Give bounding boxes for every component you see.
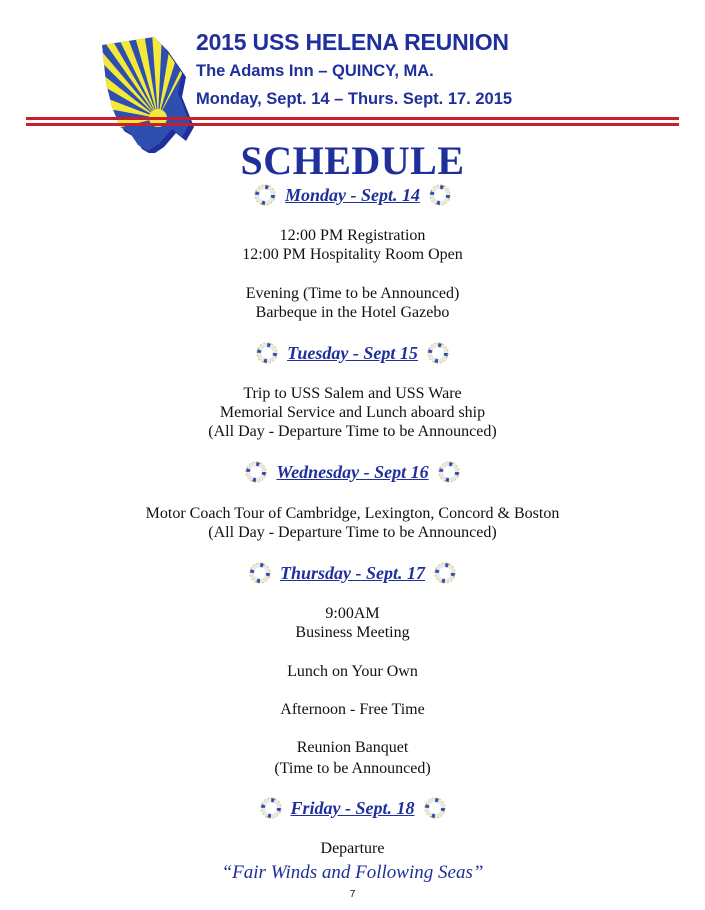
day-heading [0,796,705,820]
red-stripe [26,117,679,120]
day-label: Thursday - Sept. 17 [279,562,425,583]
day-label: Monday - Sept. 14 [285,184,420,205]
life-ring-icon [249,562,271,584]
schedule-line: 12:00 PM Registration [279,227,426,244]
closing-quote: “Fair Winds and Following Seas” [221,862,484,883]
schedule-line: Lunch on Your Own [287,663,418,680]
venue-line: The Adams Inn – QUINCY, MA. [196,62,434,80]
page-number: 7 [349,889,356,900]
schedule-line: (All Day - Departure Time to be Announced) [208,524,497,541]
schedule-line: Departure [320,840,385,857]
day-label: Wednesday - Sept 16 [276,461,429,482]
life-ring-icon [427,342,449,364]
reunion-title: 2015 USS HELENA REUNION [196,29,509,55]
schedule-line: 12:00 PM Hospitality Room Open [242,246,463,263]
schedule-line: 9:00AM [325,605,380,622]
day-heading [0,341,705,365]
schedule-line: (All Day - Departure Time to be Announced) [208,423,497,440]
schedule-line: (Time to be Announced) [274,760,431,777]
life-ring-icon [256,342,278,364]
life-ring-icon [260,797,282,819]
sunburst-logo-icon [98,33,198,153]
life-ring-icon [424,797,446,819]
schedule-line: Afternoon - Free Time [280,701,425,718]
day-heading [0,460,705,484]
life-ring-icon [245,461,267,483]
life-ring-icon [438,461,460,483]
schedule-line: Reunion Banquet [296,739,409,756]
page-title: SCHEDULE [240,138,465,183]
dates-line: Monday, Sept. 14 – Thurs. Sept. 17. 2015 [196,90,513,108]
day-heading [0,183,705,207]
life-ring-icon [254,184,276,206]
red-stripe [26,123,679,126]
life-ring-icon [429,184,451,206]
schedule-line: Evening (Time to be Announced) [245,285,460,302]
schedule-line: Barbeque in the Hotel Gazebo [255,304,450,321]
day-heading [0,561,705,585]
schedule-line: Memorial Service and Lunch aboard ship [219,404,486,421]
day-label: Tuesday - Sept 15 [287,342,418,363]
schedule-line: Trip to USS Salem and USS Ware [243,385,462,402]
schedule-line: Motor Coach Tour of Cambridge, Lexington, Concord & Boston [145,505,560,522]
day-label: Friday - Sept. 18 [290,797,415,818]
life-ring-icon [434,562,456,584]
schedule-line: Business Meeting [295,624,410,641]
